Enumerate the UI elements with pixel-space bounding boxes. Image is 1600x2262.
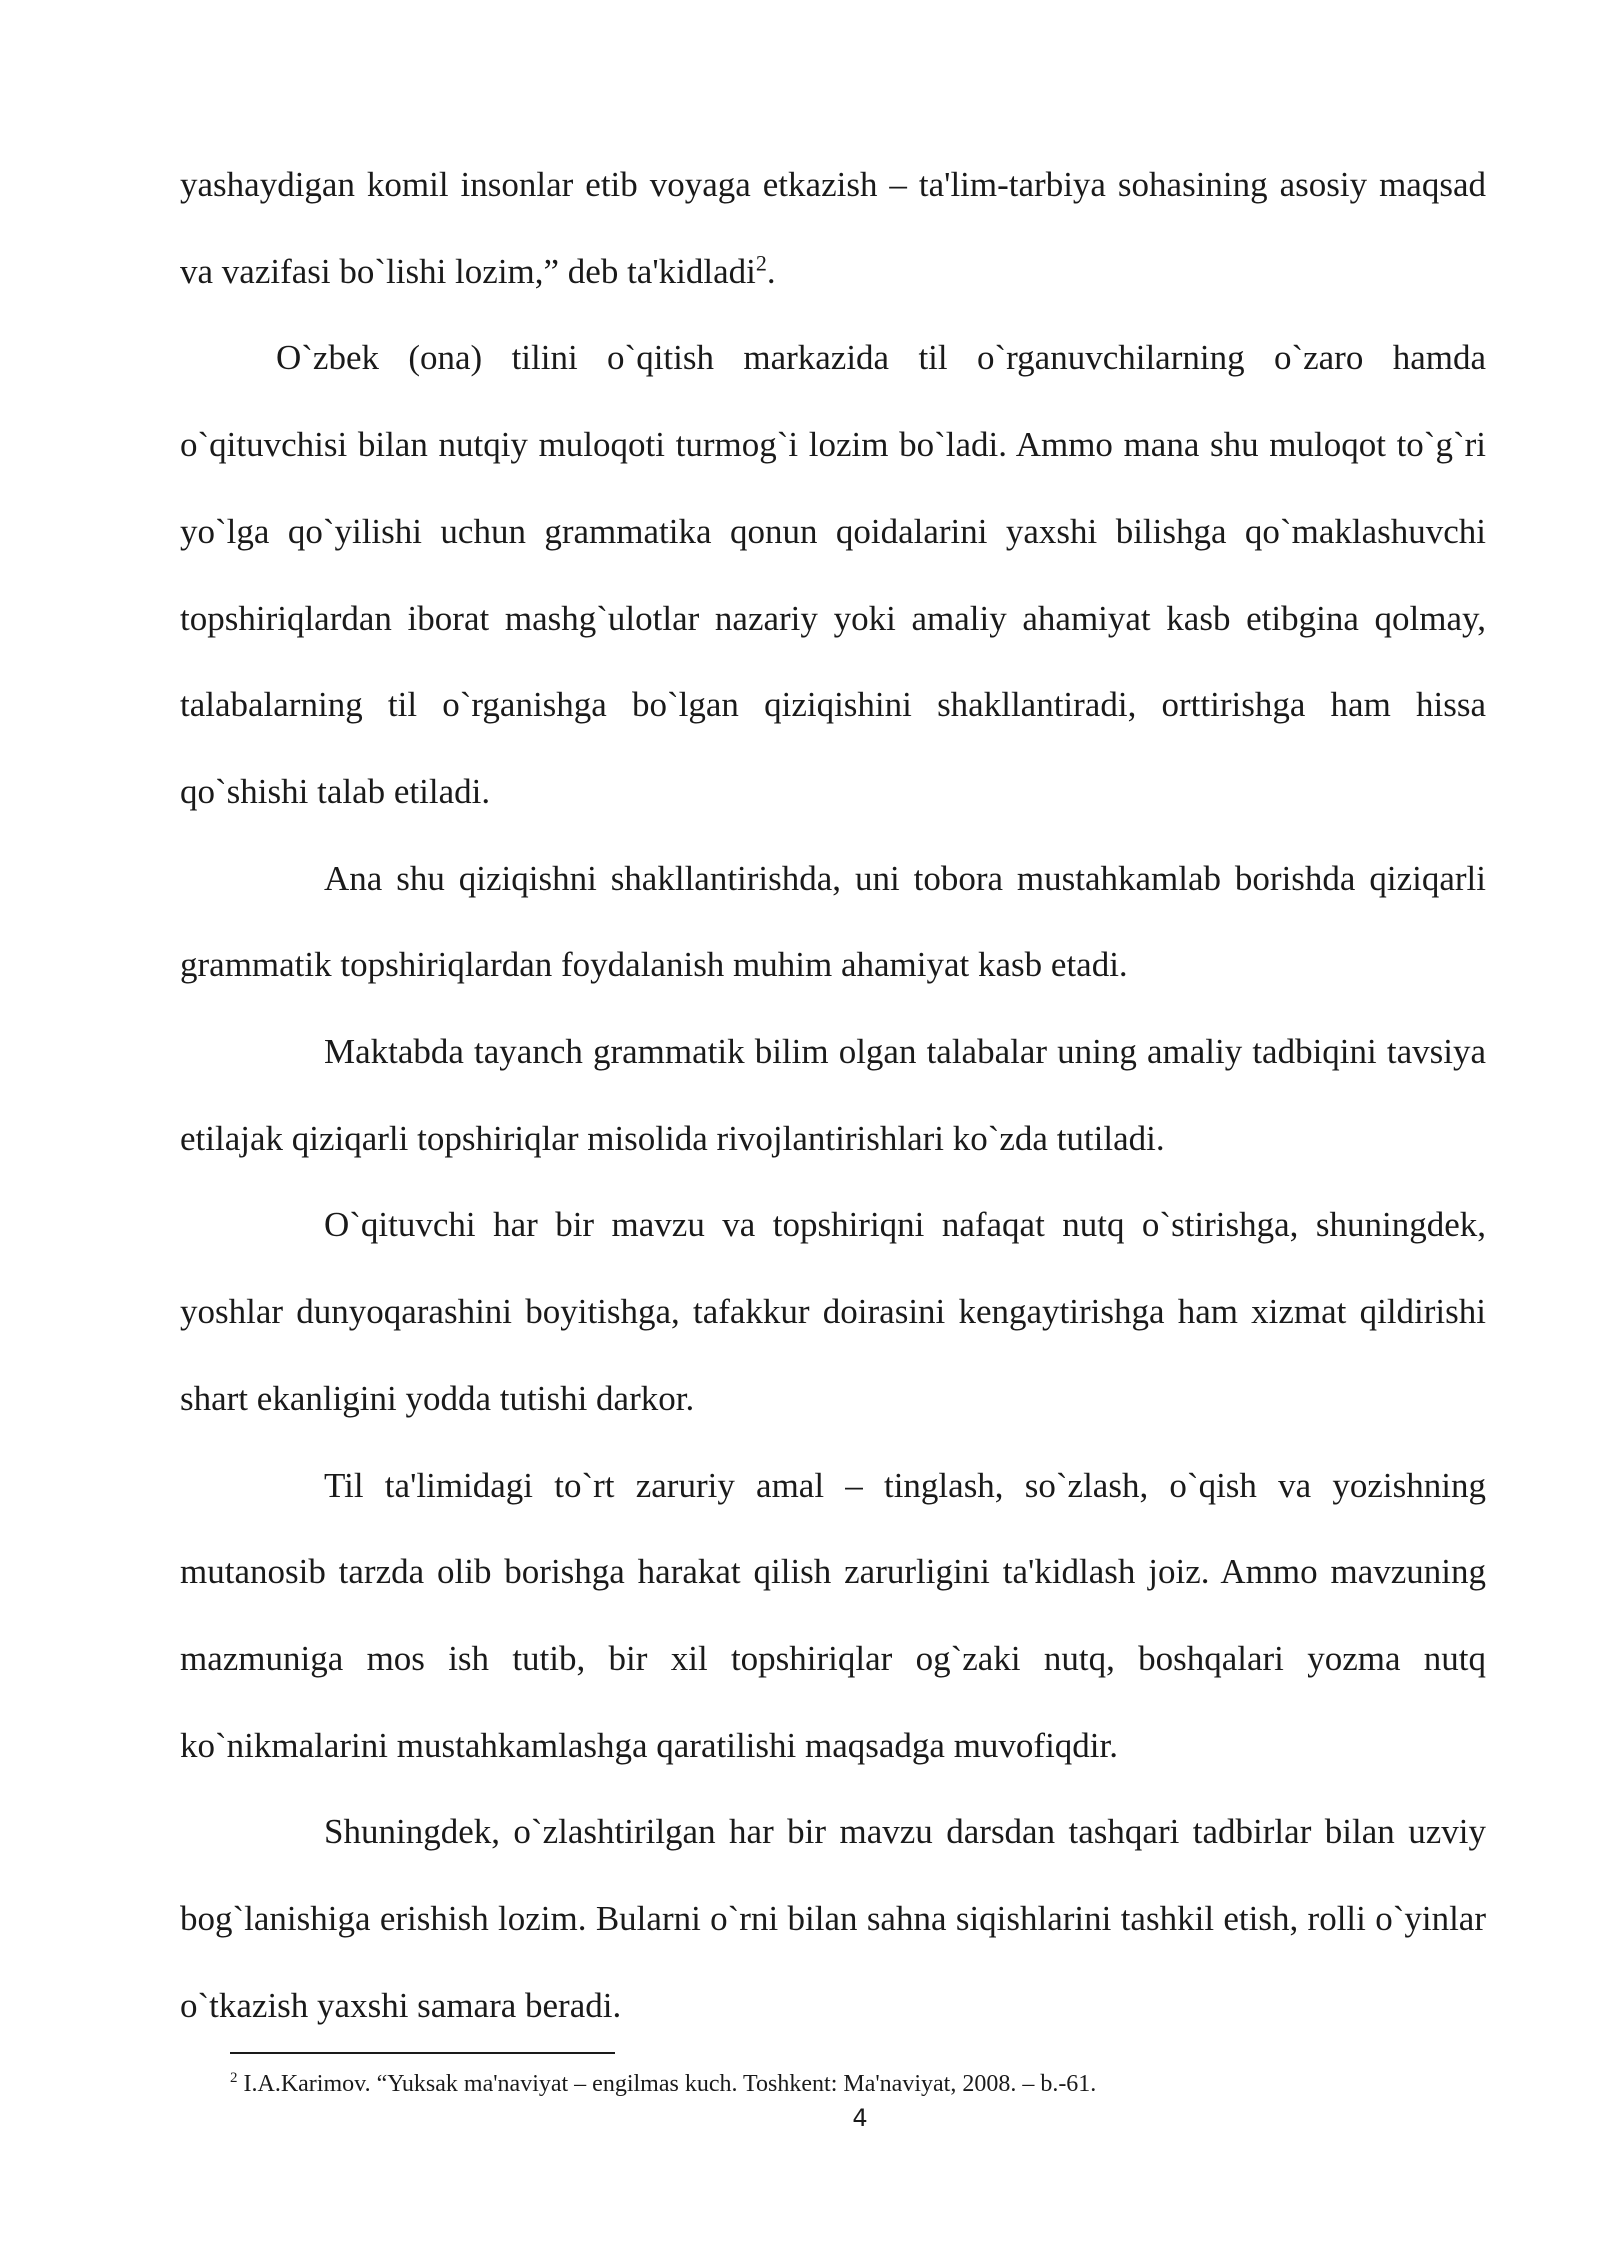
paragraph-3: Ana shu qiziqishni shakllantirishda, uni tobora mustahkamlab borishda qiziqarli grammatik topshiriqlardan foydalanish muhim ahamiyat kasb etadi. bbox=[180, 858, 1486, 985]
paragraph-4: Maktabda tayanch grammatik bilim olgan talabalar uning amaliy tadbiqini tavsiya etilajak qiziqarli topshiriqlar misolida rivojlantirishlari ko`zda tutiladi. bbox=[180, 1032, 1486, 1158]
footnote-text: I.A.Karimov. “Yuksak ma'naviyat – engilmas kuch. Toshkent: Ma'naviyat, 2008. – b.-61. bbox=[237, 2071, 1097, 2097]
page-number: 4 bbox=[852, 2104, 868, 2132]
paragraph-2: O`zbek (ona) tilini o`qitish markazida til o`rganuvchilarning o`zaro hamda o`qituvchisi bilan nutqiy muloqoti turmog`i lozim bo`ladi. Ammo mana shu muloqot to`g`ri yo`lga qo`yilishi uchun grammatika qonun qoidalarini yaxshi bilishga qo`maklashuvchi topshiriqlardan iborat mashg`ulotlar nazariy yoki amaliy ahamiyat kasb etibgina qolmay, talabalarning til o`rganishga bo`lgan qiziqishini shakllantiradi, orttirishga ham hissa qo`shishi talab etiladi. bbox=[180, 338, 1486, 811]
body-text bbox=[180, 142, 1486, 2049]
paragraph-7: Shuningdek, o`zlashtirilgan har bir mavzu darsdan tashqari tadbirlar bilan uzviy bog`lanishiga erishish lozim. Bularni o`rni bilan sahna siqishlarini tashkil etish, rolli o`yinlar o`tkazish yaxshi samara beradi. bbox=[180, 1812, 1486, 2025]
paragraph-1: yashaydigan komil insonlar etib voyaga etkazish – ta'lim-tarbiya sohasining asosiy maqsad va vazifasi bo`lishi lozim,” deb ta'kidladi$^2$. bbox=[180, 165, 1486, 291]
footnote bbox=[230, 2068, 1430, 2100]
paragraph-5: O`qituvchi har bir mavzu va topshiriqni nafaqat nutq o`stirishga, shuningdek, yoshlar dunyoqarashini boyitishga, tafakkur doirasini kengaytirishga ham xizmat qildirishi shart ekanligini yodda tutishi darkor. bbox=[180, 1205, 1486, 1418]
paragraph-6: Til ta'limidagi to`rt zaruriy amal – tinglash, so`zlash, o`qish va yozishning mutanosib tarzda olib borishga harakat qilish zarurligini ta'kidlash joiz. Ammo mavzuning mazmuniga mos ish tutib, bir xil topshiriqlar og`zaki nutq, boshqalari yozma nutq ko`nikmalarini mustahkamlashga qaratilishi maqsadga muvofiqdir. bbox=[180, 1465, 1486, 1765]
footnote-separator bbox=[230, 2052, 615, 2054]
footnote-reference[interactable]: 2 bbox=[755, 250, 767, 276]
footnote-marker: 2 bbox=[230, 2070, 238, 2086]
